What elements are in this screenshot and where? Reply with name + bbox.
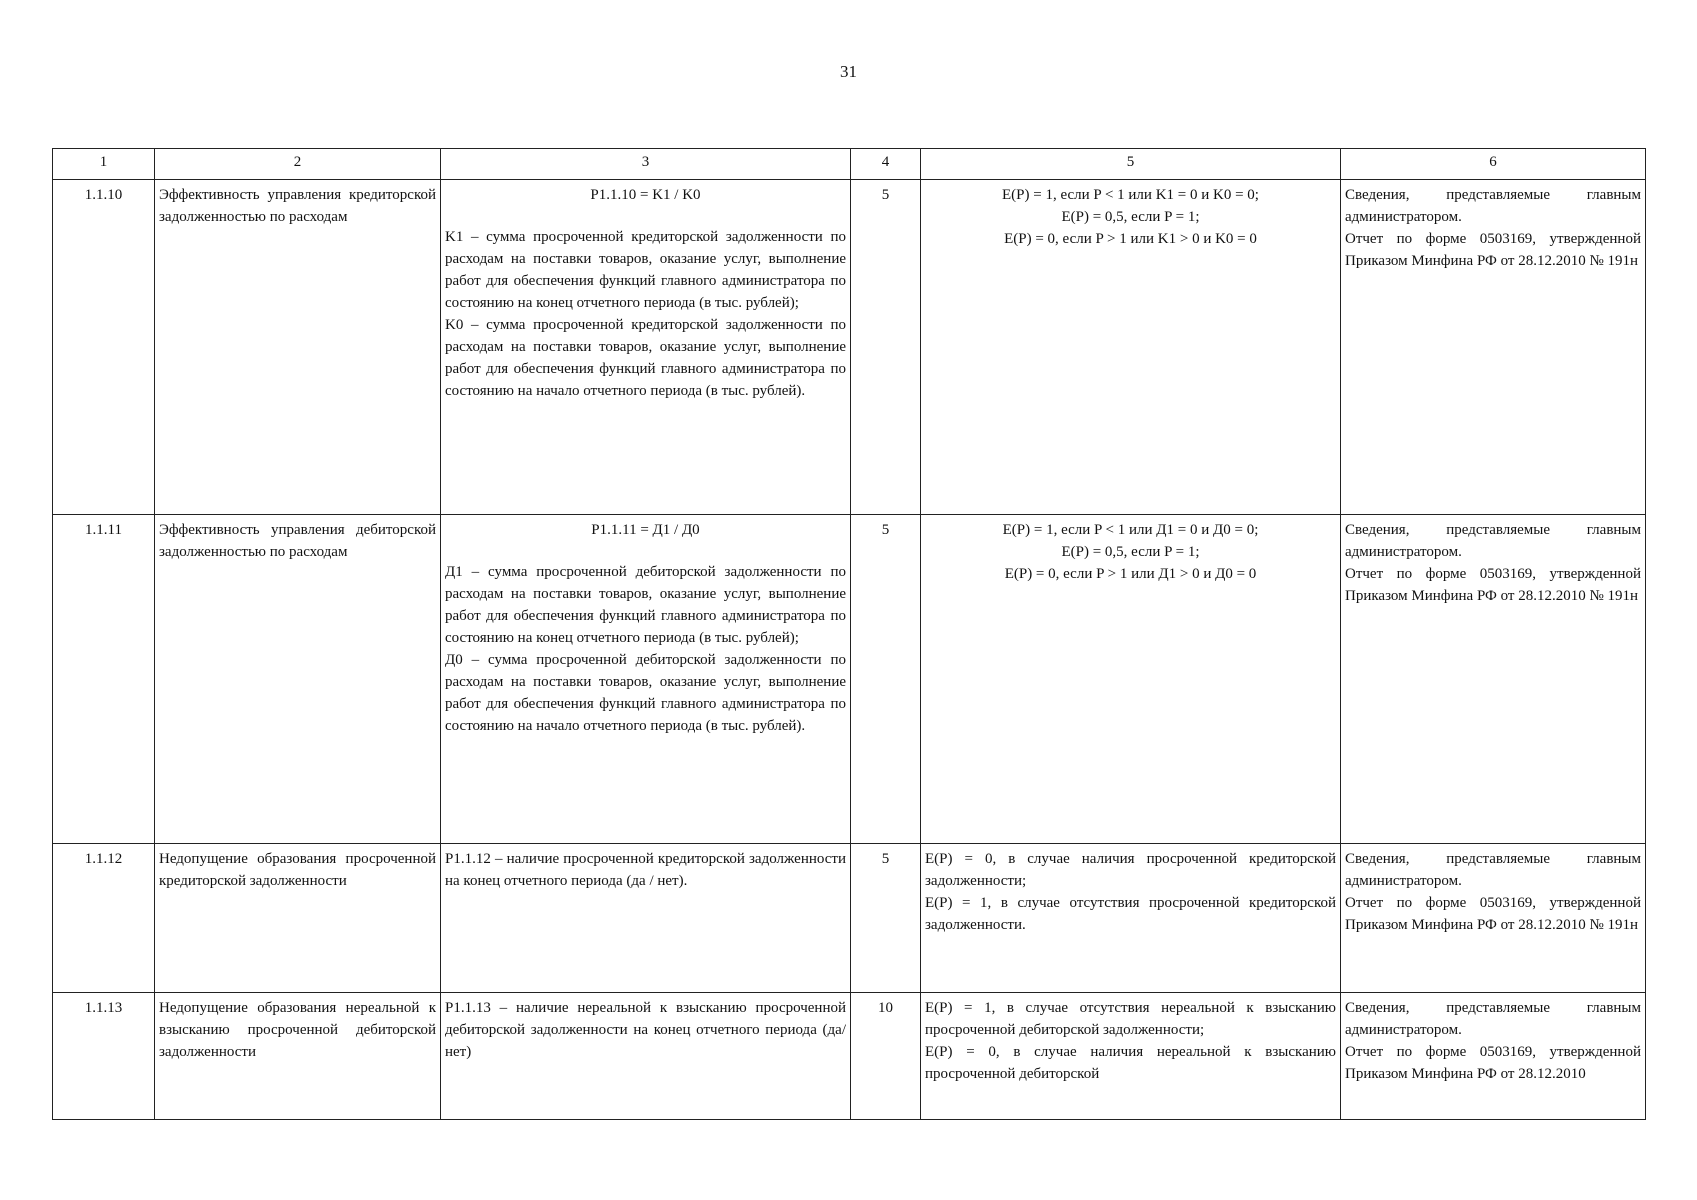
table-row — [53, 180, 1646, 515]
eval-line: E(P) = 0,5, если P = 1; — [1061, 209, 1200, 225]
table-row — [53, 844, 1646, 993]
row-name: Эффективность управления кредиторской задолженностью по расходам — [155, 180, 441, 515]
col-header: 5 — [921, 149, 1341, 180]
eval-line: E(P) = 1, если P < 1 или K1 = 0 и K0 = 0; — [1002, 187, 1259, 203]
row-code: 1.1.11 — [53, 515, 155, 844]
row-evaluation — [921, 993, 1341, 1120]
row-evaluation — [921, 515, 1341, 844]
row-description — [441, 180, 851, 515]
eval-line: E(P) = 1, в случае отсутствия нереальной к взысканию просроченной дебиторской задолженности; — [925, 1000, 1336, 1038]
row-evaluation — [921, 180, 1341, 515]
row-code: 1.1.13 — [53, 993, 155, 1120]
table-row — [53, 515, 1646, 844]
desc-paragraph: K1 – сумма просроченной кредиторской задолженности по расходам на поставки товаров, оказание услуг, выполнение работ для обеспечения функций главного администратора по состоянию на конец отчетного периода (в тыс. рублей); — [445, 229, 846, 311]
row-source — [1341, 515, 1646, 844]
desc-paragraph: Д1 – сумма просроченной дебиторской задолженности по расходам на поставки товаров, оказание услуг, выполнение работ для обеспечения функций главного администратора по состоянию на конец отчетного периода (в тыс. рублей); — [445, 564, 846, 646]
eval-line: E(P) = 1, в случае отсутствия просроченной кредиторской задолженности. — [925, 895, 1336, 933]
formula: P1.1.10 = K1 / K0 — [590, 187, 701, 203]
page-number: 31 — [840, 62, 857, 81]
row-source — [1341, 180, 1646, 515]
col-header: 4 — [851, 149, 921, 180]
eval-line: E(P) = 0,5, если P = 1; — [1061, 544, 1200, 560]
source-line: Отчет по форме 0503169, утвержденной Приказом Минфина РФ от 28.12.2010 № 191н — [1345, 895, 1641, 933]
row-name: Недопущение образования нереальной к взысканию просроченной дебиторской задолженности — [155, 993, 441, 1120]
eval-line: E(P) = 0, если P > 1 или K1 > 0 и K0 = 0 — [1004, 231, 1257, 247]
source-line: Отчет по форме 0503169, утвержденной Приказом Минфина РФ от 28.12.2010 — [1345, 1044, 1641, 1082]
row-description — [441, 515, 851, 844]
row-source — [1341, 993, 1646, 1120]
desc-paragraph: K0 – сумма просроченной кредиторской задолженности по расходам на поставки товаров, оказание услуг, выполнение работ для обеспечения функций главного администратора по состоянию на начало отчетного периода (в тыс. рублей). — [445, 317, 846, 399]
row-name: Эффективность управления дебиторской задолженностью по расходам — [155, 515, 441, 844]
col-header: 2 — [155, 149, 441, 180]
eval-line: E(P) = 0, в случае наличия просроченной кредиторской задолженности; — [925, 851, 1336, 889]
col-header: 1 — [53, 149, 155, 180]
desc-paragraph: Д0 – сумма просроченной дебиторской задолженности по расходам на поставки товаров, оказание услуг, выполнение работ для обеспечения функций главного администратора по состоянию на начало отчетного периода (в тыс. рублей). — [445, 652, 846, 734]
row-description: P1.1.12 – наличие просроченной кредиторской задолженности на конец отчетного периода (да / нет). — [441, 844, 851, 993]
row-code: 1.1.12 — [53, 844, 155, 993]
source-line: Отчет по форме 0503169, утвержденной Приказом Минфина РФ от 28.12.2010 № 191н — [1345, 566, 1641, 604]
row-weight: 5 — [851, 844, 921, 993]
row-source — [1341, 844, 1646, 993]
row-description: P1.1.13 – наличие нереальной к взысканию просроченной дебиторской задолженности на конец отчетного периода (да/нет) — [441, 993, 851, 1120]
eval-line: E(P) = 1, если P < 1 или Д1 = 0 и Д0 = 0; — [1002, 522, 1259, 538]
source-line: Сведения, представляемые главным администратором. — [1345, 1000, 1641, 1038]
row-evaluation — [921, 844, 1341, 993]
row-weight: 10 — [851, 993, 921, 1120]
col-header: 3 — [441, 149, 851, 180]
eval-line: E(P) = 0, если P > 1 или Д1 > 0 и Д0 = 0 — [1004, 566, 1257, 582]
row-name: Недопущение образования просроченной кредиторской задолженности — [155, 844, 441, 993]
formula: P1.1.11 = Д1 / Д0 — [591, 522, 700, 538]
source-line: Отчет по форме 0503169, утвержденной Приказом Минфина РФ от 28.12.2010 № 191н — [1345, 231, 1641, 269]
col-header: 6 — [1341, 149, 1646, 180]
table-row — [53, 993, 1646, 1120]
eval-line: E(P) = 0, в случае наличия нереальной к взысканию просроченной дебиторской — [925, 1044, 1336, 1082]
row-code: 1.1.10 — [53, 180, 155, 515]
indicators-table — [52, 148, 1646, 1120]
header-row — [53, 149, 1646, 180]
source-line: Сведения, представляемые главным администратором. — [1345, 187, 1641, 225]
source-line: Сведения, представляемые главным администратором. — [1345, 522, 1641, 560]
source-line: Сведения, представляемые главным администратором. — [1345, 851, 1641, 889]
row-weight: 5 — [851, 515, 921, 844]
row-weight: 5 — [851, 180, 921, 515]
